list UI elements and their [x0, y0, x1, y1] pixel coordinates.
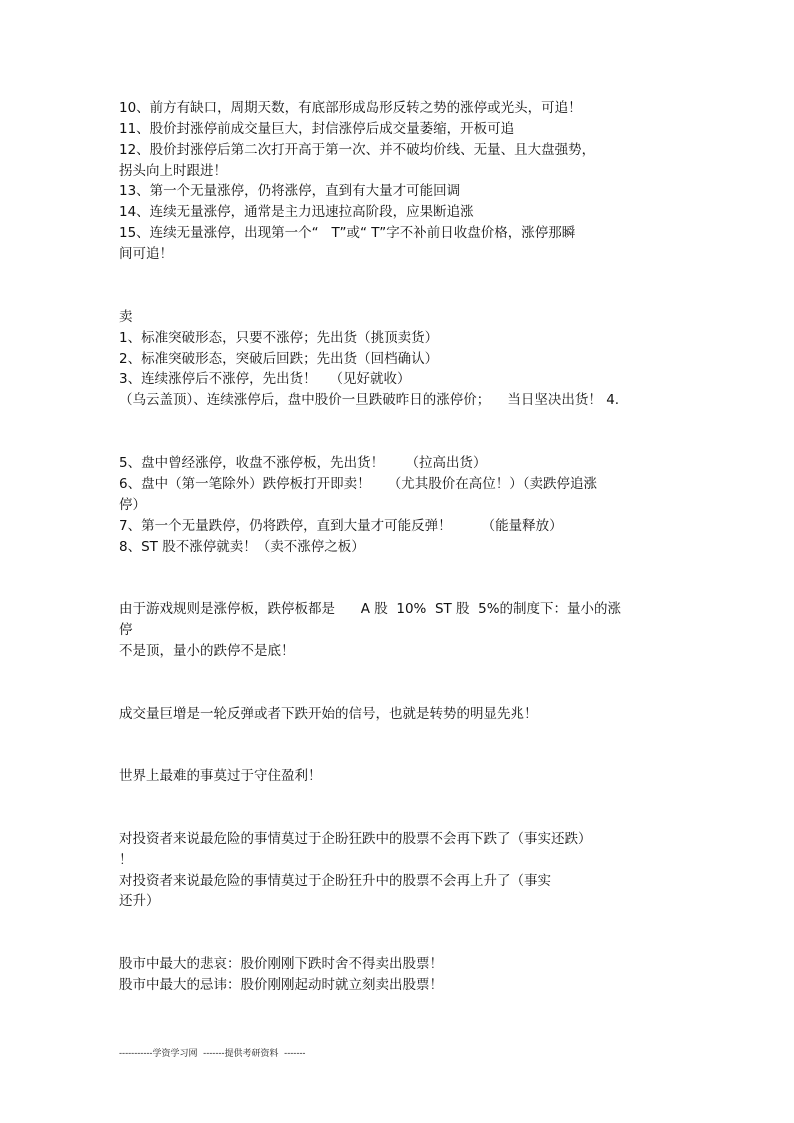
text-line: 不是顶，量小的跌停不是底！ [119, 643, 295, 659]
text-line: 对投资者来说最危险的事情莫过于企盼狂升中的股票不会再上升了（事实 [119, 873, 551, 889]
text-line: 股市中最大的忌讳：股价刚刚起动时就立刻卖出股票！ [119, 977, 443, 993]
text-line: 3、连续涨停后不涨停，先出货！ （见好就收） [119, 371, 411, 387]
text-line: 5、盘中曾经涨停，收盘不涨停板，先出货！ （拉高出货） [119, 455, 487, 471]
text-line: 11、股价封涨停前成交量巨大，封信涨停后成交量萎缩，开板可追 [119, 121, 515, 137]
text-line: 停 [119, 622, 133, 638]
text-line: 13、第一个无量涨停，仍将涨停，直到有大量才可能回调 [119, 183, 461, 199]
text-line: 由于游戏规则是涨停板，跌停板都是 A 股 10% ST 股 5%的制度下：量小的涨 [119, 601, 622, 617]
text-line: 股市中最大的悲哀：股价刚刚下跌时舍不得卖出股票！ [119, 956, 443, 972]
section-heading-sell: 卖 [119, 309, 133, 325]
text-line: 1、标准突破形态，只要不涨停；先出货（挑顶卖货） [119, 330, 439, 346]
text-line: 拐头向上时跟进！ [119, 163, 227, 179]
text-line: ！ [119, 852, 133, 868]
text-line: 世界上最难的事莫过于守住盈利！ [119, 768, 322, 784]
text-line: （乌云盖顶）、连续涨停后，盘中股价一旦跌破昨日的涨停价； 当日坚决出货！ 4. [119, 392, 620, 408]
page-footer: -----------学资学习网 -------提供考研资料 ------- [119, 1049, 306, 1059]
text-line: 14、连续无量涨停，通常是主力迅速拉高阶段，应果断追涨 [119, 204, 474, 220]
text-line: 停） [119, 497, 146, 513]
text-line: 7、第一个无量跌停，仍将跌停，直到大量才可能反弹！ （能量释放） [119, 518, 563, 534]
text-line: 8、ST 股不涨停就卖！（卖不涨停之板） [119, 539, 365, 555]
text-line: 间可追！ [119, 246, 173, 262]
text-line: 12、股价封涨停后第二次打开高于第一次、并不破均价线、无量、且大盘强势， [119, 142, 596, 158]
text-line: 2、标准突破形态，突破后回跌；先出货（回档确认） [119, 351, 439, 367]
text-line: 对投资者来说最危险的事情莫过于企盼狂跌中的股票不会再下跌了（事实还跌） [119, 831, 592, 847]
text-line: 成交量巨增是一轮反弹或者下跌开始的信号，也就是转势的明显先兆！ [119, 706, 538, 722]
text-line: 6、盘中（第一笔除外）跌停板打开即卖！ （尤其股价在高位！）（卖跌停追涨 [119, 476, 598, 492]
text-line: 还升） [119, 893, 160, 909]
text-line: 10、前方有缺口，周期天数，有底部形成岛形反转之势的涨停或光头，可追！ [119, 100, 582, 116]
text-line: 15、连续无量涨停，出现第一个“ T”或“ T”字不补前日收盘价格，涨停那瞬 [119, 225, 576, 241]
